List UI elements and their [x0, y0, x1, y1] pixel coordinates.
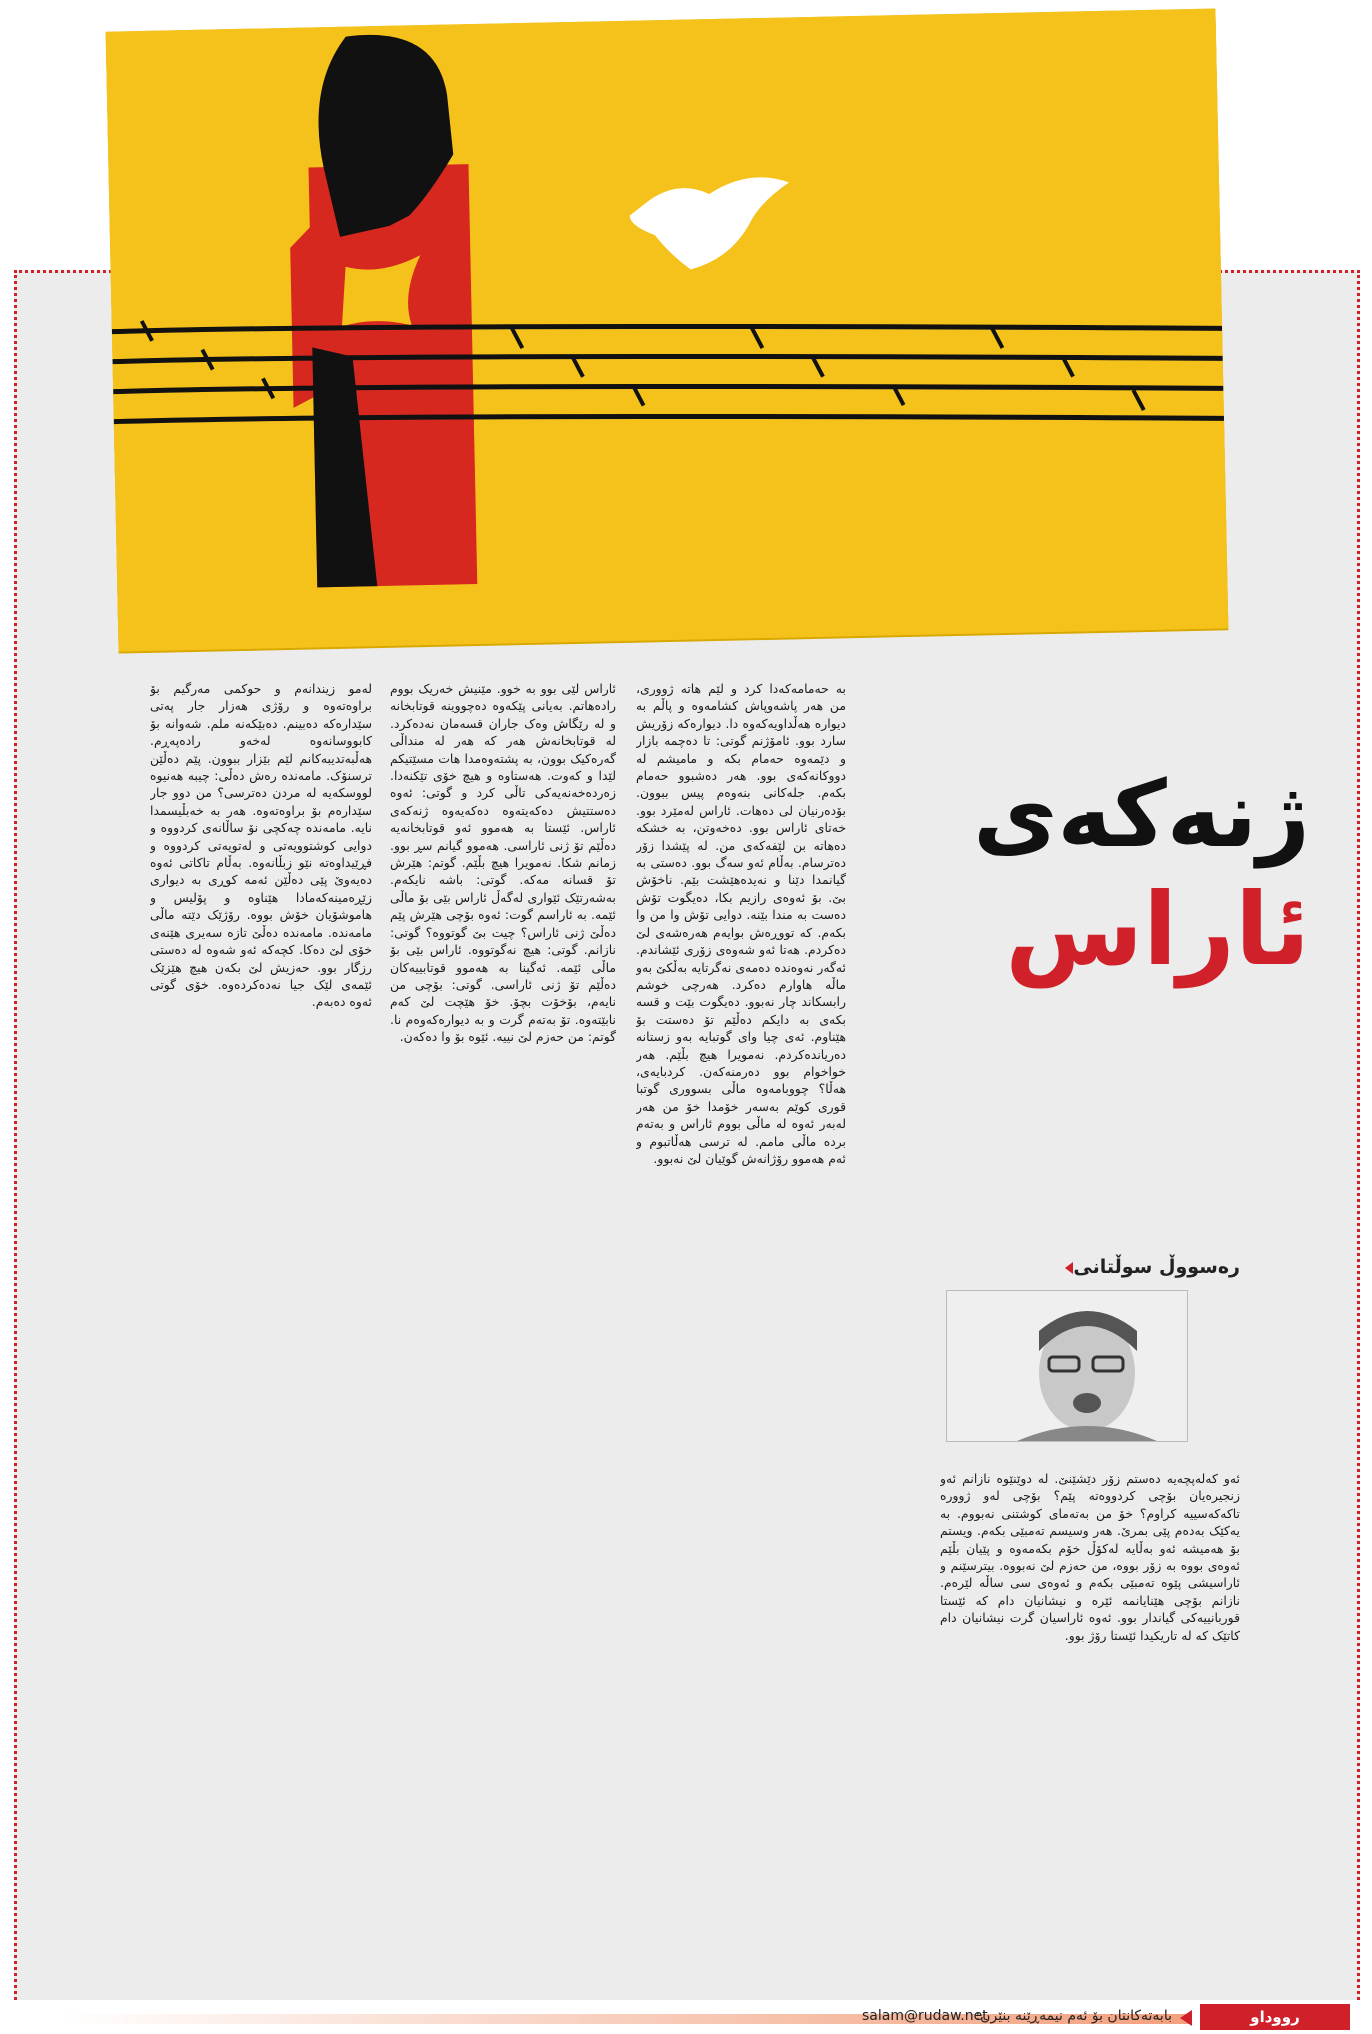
column-2-text: ئاراس لێی بوو بە خوو. مێنیش خەریک بووم رادەهاتم. بەیانی پێکەوە دەچووینە قوتابخانە و لە رێگاش وەک جاران قسەمان نەدەکرد. لە قوتابخانەش هەر کە هەر لە منداڵی گەرەکیک بوون، بە پشتەوەمدا هات مسێتیکم لێدا و کەوت. هەستاوە و هیچ خۆی تێکنەدا. زەردەخەنەیەکی تاڵی کرد و گوتی: ئەوە دەستتیش دەکەیتەوە دەکەیەوە ژنەکەی ئاراس. ئێستا بە هەموو ئەو قوتابخانەیە دەڵێم تۆ ژنی ئاراسی. هەموو گیانم سڕ بوو. زمانم شکا. نەمویرا هیچ بڵێم. گوتم: هێرش تۆ قسانە مەکە. گوتی: باشە نایکەم. بەشەرتێک ئێواری لەگەڵ ئاراس بێی بۆ ماڵی ئێمە. بە ئاراسم گوت: ئەوە بۆچی هێرش پێم دەڵێ ژنی ئاراس؟ چیت بێ گوتووە؟ گوتی: نازانم. گوتی: هیچ نەگوتووە. ئاراس بێی بۆ ماڵی ئێمە. ئەگینا بە هەموو قوتابییەکان دەڵێم تۆ ژنی ئاراسی. گوتی: بۆچی من نایەم، بۆخۆت بچۆ. خۆ هێچت لێ کەم نابێتەوە. تۆ بەتەم گرت و بە دیوارەکەوەم نا. گوتم: من حەزم لێ نییە. ئێوە بۆ وا دەکەن.	[390, 681, 616, 1045]
article-column-3	[150, 680, 372, 1990]
column-1-text: بە حەمامەکەدا کرد و لێم هاتە ژووری، من هەر پاشەوپاش کشامەوە و پاڵم بە دیوارە هەڵداویەکەوە دا. دیوارەکە زۆریش سارد بوو. ئامۆژنم گوتی: تا دەچمە بازار و دێمەوە حەمام بکە و مامیشم لە دووکانەکەی بوو. هەر دەشبوو حەمام بکەم. جلەکانی بنەوەم پیس ببوون. بۆدەرنیان لی دەهات. ئاراس لەمێرد بوو. خەتای ئاراس بوو. دەخەوتن، بە خشکە دەهاتە بن لێفەکەی من. لە پێشدا زۆر دەترسام. بەڵام ئەو سەگ بوو. دەستی بە گیانمدا دێنا و نەیدەهێشت بێم. ناخۆش بێ. بۆ ئەوەی رازیم بکا، دەیگوت تۆش دەست بە مندا بێنە. دوایی تۆش وا من وا بکەم. کە تووڕەش بوایەم هەرەشەی لێ دەکردم. هەتا ئەو شەوەی زۆری ئێشاندم. ئەگەر نەوەندە دەمەی نەگرتایە بەڵکێ بەو ماڵە هاوارم دەکرد. هەرچی خوشم رابسکاند چار نەبوو. دەیگوت بێت و قسە بکەی بە دایکم دەڵێم تۆ دەستت بۆ هێناوم. ئەی چیا وای گوتبایە بەو زستانە دەریاندەکردم. نەمویرا هیچ بڵێم. هەر خواخوام بوو دەرمنەکەن. کردبایەی، هەڵا؟ چووبامەوە ماڵی بسووری گوتبا قوری کوێم بەسەر خۆمدا خۆ من هەر لەبەر ئەوە لە ماڵی بووم ئاراس و بەتەم بردە ماڵی مامم. لە ترسی هەڵاتبوم و ئەم هەموو رۆژانەش گوێیان لێ نەبوو.	[636, 681, 846, 1166]
article-column-4	[940, 1470, 1240, 1990]
author-photo	[946, 1290, 1188, 1442]
rudaw-logo: رووداو	[1200, 2004, 1350, 2030]
arrow-left-icon	[1180, 2010, 1192, 2026]
author-box	[940, 1256, 1240, 1456]
page-footer	[0, 2002, 1372, 2034]
title-line-1: ژنەکەی	[973, 761, 1310, 868]
author-name-text: رەسووڵ سوڵتانی	[1073, 1256, 1240, 1278]
triangle-marker-icon	[1057, 1262, 1073, 1274]
article-column-1	[636, 680, 846, 1990]
column-4-text: ئەو کەلەپچەیە دەستم زۆر دێشێنێ. لە دوێنێوە نازانم ئەو زنجیرەیان بۆچی کردووەتە پێم؟ بۆچی لەو ژوورە تاکەکەسییە کراوم؟ خۆ من بەتەمای کوشتنی نەبووم. بە یەکێک بەدەم پێی بمرێ. هەر وسیسم تەمبێی بکەم. ویستم بۆ هەمیشە ئەو بەڵایە لەکۆڵ خۆم بکەمەوە و پێیان بڵێم ئەوەی بووە بە زۆر بووە، من حەزم لێ نەبووە. بیترسێنم و ئاراسیشی پێوە تەمبێی بکەم و ئەوەی سی ساڵە لێرەم. نازانم بۆچی هێنایانمە ئێرە و نیشانیان دام کە ئێستا قوربانییەکی گیاندار بوو. ئەوە ئاراسیان گرت نیشانیان دام کاتێک کە لە تاریکیدا ئێستا رۆژ بوو.	[940, 1471, 1240, 1643]
article-column-2	[390, 680, 616, 1990]
title-line-2: ئاراس	[1005, 871, 1310, 988]
article-illustration	[106, 8, 1229, 651]
footer-email-link[interactable]: salam@rudaw.net	[862, 2008, 988, 2024]
author-name	[1051, 1256, 1240, 1278]
footer-prompt: بابەتەکانتان بۆ ئەم نیمەڕێنە بنێرن:	[975, 2008, 1172, 2024]
article-title	[870, 760, 1310, 1030]
column-3-text: لەمو زیندانەم و حوکمی مەرگیم بۆ براوەتەوە و رۆژی هەزار جار پەتی سێدارەکە دەبینم. دەبێکەنە ملم. شەوانە بۆ کابووسانەوە لەخەو رادەپەڕم. هەڵبەتدیبەکانم لێم بێزار ببوون. پێم دەڵێن ترسنۆک. مامەندە رەش دەڵی: چیبە هەنیوە لووسکەیە لە مردن دەترسی؟ من دوو جار سێدارەم بۆ براوەتەوە. هەر بە خەبڵیسمدا نایە. مامەندە چەکچی نۆ ساڵانەی کردووە و دوایی کوشتوویەتی و لەتویەتی کردووە و فڕێیداوەتە نێو زبڵانەوە. بەڵام تاکاتی ئەوە دەیەوێ پێی دەڵێن ئەمە کوڕی بە دیواری زێڕەمینەکەمادا هێناوە و پۆلیس و هاموشۆیان خۆش بووە. رۆژێک دێتە ماڵی مامەندە. مامەندە دەڵێ تازە سەیری هێنەی خۆی لێ دەکا. کچەکە ئەو شەوە لە دەستی رزگار بوو. حەزیش لێ بکەن هیچ هێزێک ئێمەی لێک جیا نەدەکردەوە. خۆی گوتی ئەوە دەبەم.	[150, 681, 372, 1010]
